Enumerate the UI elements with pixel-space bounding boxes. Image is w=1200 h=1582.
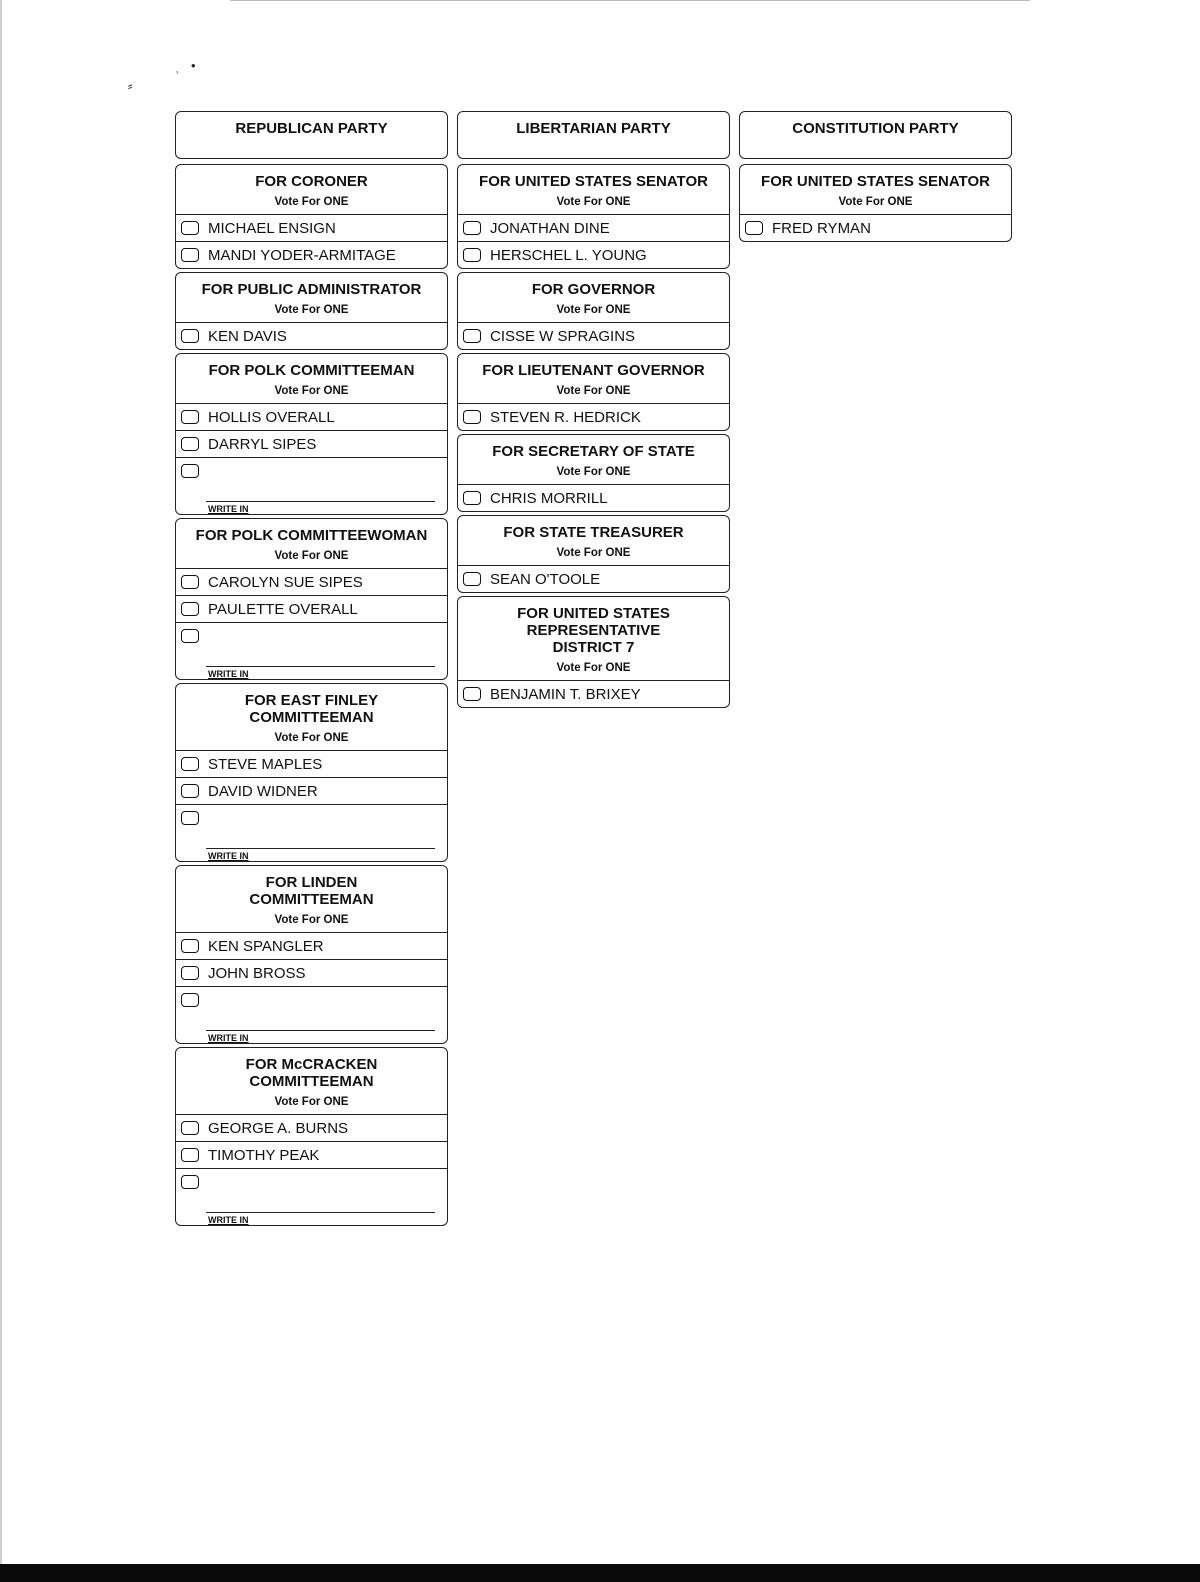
vote-oval[interactable] (463, 572, 481, 586)
vote-oval[interactable] (181, 575, 199, 589)
candidate-row[interactable] (176, 431, 447, 458)
vote-oval[interactable] (181, 464, 199, 478)
candidate-row[interactable] (176, 404, 447, 431)
candidate-name: HERSCHEL L. YOUNG (490, 246, 647, 264)
scan-speck: ˒ (175, 62, 180, 77)
column-republican (175, 111, 448, 1229)
contest-box (175, 865, 448, 1044)
vote-oval[interactable] (181, 784, 199, 798)
write-in-label: WRITE IN (208, 504, 249, 514)
candidate-row[interactable] (176, 323, 447, 349)
party-header: CONSTITUTION PARTY (739, 111, 1012, 159)
write-in-line[interactable] (206, 501, 435, 502)
candidate-row[interactable] (458, 566, 729, 592)
write-in-line[interactable] (206, 1030, 435, 1031)
vote-for-instruction: Vote For ONE (556, 385, 631, 397)
office-title: FOR POLK COMMITTEEMAN (208, 362, 415, 379)
candidate-row[interactable] (176, 960, 447, 987)
vote-for-instruction: Vote For ONE (274, 385, 349, 397)
party-header: LIBERTARIAN PARTY (457, 111, 730, 159)
candidate-row[interactable] (176, 1115, 447, 1142)
candidate-row[interactable] (176, 751, 447, 778)
office-title: FOR UNITED STATES SENATOR (761, 173, 990, 190)
contest-box (457, 353, 730, 431)
contest-box (175, 683, 448, 862)
contest-box (457, 164, 730, 269)
vote-for-instruction: Vote For ONE (274, 732, 349, 744)
contest-header (458, 597, 729, 681)
office-title: FOR POLK COMMITTEEWOMAN (195, 527, 428, 544)
vote-oval[interactable] (463, 491, 481, 505)
party-header: REPUBLICAN PARTY (175, 111, 448, 159)
office-title: FOR McCRACKEN COMMITTEEMAN (245, 1056, 378, 1090)
contest-header (740, 165, 1011, 215)
vote-oval[interactable] (463, 248, 481, 262)
candidate-name: TIMOTHY PEAK (208, 1146, 320, 1164)
contest-box (457, 272, 730, 350)
contest-header (176, 684, 447, 751)
vote-for-instruction: Vote For ONE (556, 662, 631, 674)
candidate-row[interactable] (176, 596, 447, 623)
write-in-row[interactable] (176, 805, 447, 861)
vote-for-instruction: Vote For ONE (556, 466, 631, 478)
contest-header (176, 354, 447, 404)
scan-speck: • (191, 58, 196, 73)
vote-oval[interactable] (181, 329, 199, 343)
contest-box (175, 518, 448, 680)
contest-header (458, 435, 729, 485)
scan-edge-left (0, 0, 2, 1582)
vote-oval[interactable] (181, 248, 199, 262)
candidate-name: HOLLIS OVERALL (208, 408, 335, 426)
candidate-name: KEN SPANGLER (208, 937, 324, 955)
candidate-row[interactable] (176, 242, 447, 268)
candidate-row[interactable] (458, 215, 729, 242)
vote-oval[interactable] (181, 221, 199, 235)
vote-oval[interactable] (463, 329, 481, 343)
candidate-row[interactable] (176, 933, 447, 960)
write-in-label: WRITE IN (208, 1215, 249, 1225)
candidate-name: DAVID WIDNER (208, 782, 318, 800)
candidate-name: PAULETTE OVERALL (208, 600, 358, 618)
vote-oval[interactable] (181, 939, 199, 953)
contest-box (457, 596, 730, 708)
write-in-line[interactable] (206, 848, 435, 849)
candidate-row[interactable] (176, 215, 447, 242)
candidate-name: CISSE W SPRAGINS (490, 327, 636, 345)
contest-box (175, 272, 448, 350)
contest-header (458, 516, 729, 566)
candidate-row[interactable] (176, 569, 447, 596)
contest-header (176, 519, 447, 569)
candidate-name: BENJAMIN T. BRIXEY (490, 685, 641, 703)
vote-oval[interactable] (745, 221, 763, 235)
office-title: FOR PUBLIC ADMINISTRATOR (201, 281, 422, 298)
vote-oval[interactable] (463, 410, 481, 424)
candidate-row[interactable] (458, 681, 729, 707)
candidate-name: STEVEN R. HEDRICK (490, 408, 641, 426)
vote-for-instruction: Vote For ONE (274, 914, 349, 926)
candidate-row[interactable] (458, 323, 729, 349)
candidate-row[interactable] (176, 1142, 447, 1169)
contest-header (458, 273, 729, 323)
column-libertarian (457, 111, 730, 711)
office-title: FOR EAST FINLEY COMMITTEEMAN (244, 692, 379, 726)
candidate-row[interactable] (176, 778, 447, 805)
contest-header (176, 866, 447, 933)
write-in-label: WRITE IN (208, 1033, 249, 1043)
vote-for-instruction: Vote For ONE (556, 304, 631, 316)
write-in-label: WRITE IN (208, 851, 249, 861)
candidate-name: JONATHAN DINE (490, 219, 610, 237)
vote-oval[interactable] (181, 602, 199, 616)
office-title: FOR LIEUTENANT GOVERNOR (482, 362, 705, 379)
contest-header (458, 354, 729, 404)
contest-box (457, 434, 730, 512)
write-in-line[interactable] (206, 666, 435, 667)
write-in-line[interactable] (206, 1212, 435, 1213)
candidate-row[interactable] (740, 215, 1011, 241)
candidate-name: FRED RYMAN (772, 219, 871, 237)
vote-oval[interactable] (463, 687, 481, 701)
vote-for-instruction: Vote For ONE (274, 196, 349, 208)
candidate-name: GEORGE A. BURNS (208, 1119, 349, 1137)
vote-oval[interactable] (181, 811, 199, 825)
candidate-name: MANDI YODER-ARMITAGE (208, 246, 396, 264)
contest-header (458, 165, 729, 215)
candidate-name: SEAN O'TOOLE (490, 570, 601, 588)
write-in-row[interactable] (176, 1169, 447, 1225)
vote-for-instruction: Vote For ONE (274, 1096, 349, 1108)
vote-for-instruction: Vote For ONE (838, 196, 913, 208)
contest-box (175, 1047, 448, 1226)
contest-header (176, 273, 447, 323)
write-in-row[interactable] (176, 623, 447, 679)
office-title: FOR SECRETARY OF STATE (492, 443, 695, 460)
office-title: FOR CORONER (255, 173, 368, 190)
contest-box (739, 164, 1012, 242)
vote-oval[interactable] (463, 221, 481, 235)
candidate-name: CHRIS MORRILL (490, 489, 608, 507)
office-title: FOR UNITED STATES SENATOR (479, 173, 708, 190)
office-title: FOR GOVERNOR (531, 281, 656, 298)
candidate-name: STEVE MAPLES (208, 755, 323, 773)
vote-oval[interactable] (181, 1121, 199, 1135)
candidate-name: KEN DAVIS (208, 327, 287, 345)
candidate-row[interactable] (458, 404, 729, 430)
vote-oval[interactable] (181, 1148, 199, 1162)
scan-edge-bottom (0, 1564, 1200, 1582)
vote-for-instruction: Vote For ONE (556, 196, 631, 208)
contest-box (457, 515, 730, 593)
vote-oval[interactable] (181, 410, 199, 424)
candidate-name: CAROLYN SUE SIPES (208, 573, 363, 591)
candidate-row[interactable] (458, 485, 729, 511)
candidate-name: DARRYL SIPES (208, 435, 317, 453)
vote-for-instruction: Vote For ONE (556, 547, 631, 559)
write-in-row[interactable] (176, 987, 447, 1043)
contest-box (175, 164, 448, 269)
scan-edge-top (230, 0, 1030, 3)
vote-oval[interactable] (181, 966, 199, 980)
office-title: FOR UNITED STATES REPRESENTATIVE DISTRICT 7 (517, 605, 670, 656)
candidate-row[interactable] (458, 242, 729, 268)
write-in-label: WRITE IN (208, 669, 249, 679)
write-in-row[interactable] (176, 458, 447, 514)
vote-oval[interactable] (181, 437, 199, 451)
contest-header (176, 1048, 447, 1115)
vote-oval[interactable] (181, 629, 199, 643)
office-title: FOR STATE TREASURER (503, 524, 684, 541)
candidate-name: JOHN BROSS (208, 964, 306, 982)
office-title: FOR LINDEN COMMITTEEMAN (249, 874, 374, 908)
contest-box (175, 353, 448, 515)
vote-oval[interactable] (181, 757, 199, 771)
vote-oval[interactable] (181, 993, 199, 1007)
vote-for-instruction: Vote For ONE (274, 304, 349, 316)
column-constitution (739, 111, 1012, 245)
scan-speck: ⸗ (128, 78, 133, 93)
vote-oval[interactable] (181, 1175, 199, 1189)
contest-header (176, 165, 447, 215)
candidate-name: MICHAEL ENSIGN (208, 219, 336, 237)
vote-for-instruction: Vote For ONE (274, 550, 349, 562)
